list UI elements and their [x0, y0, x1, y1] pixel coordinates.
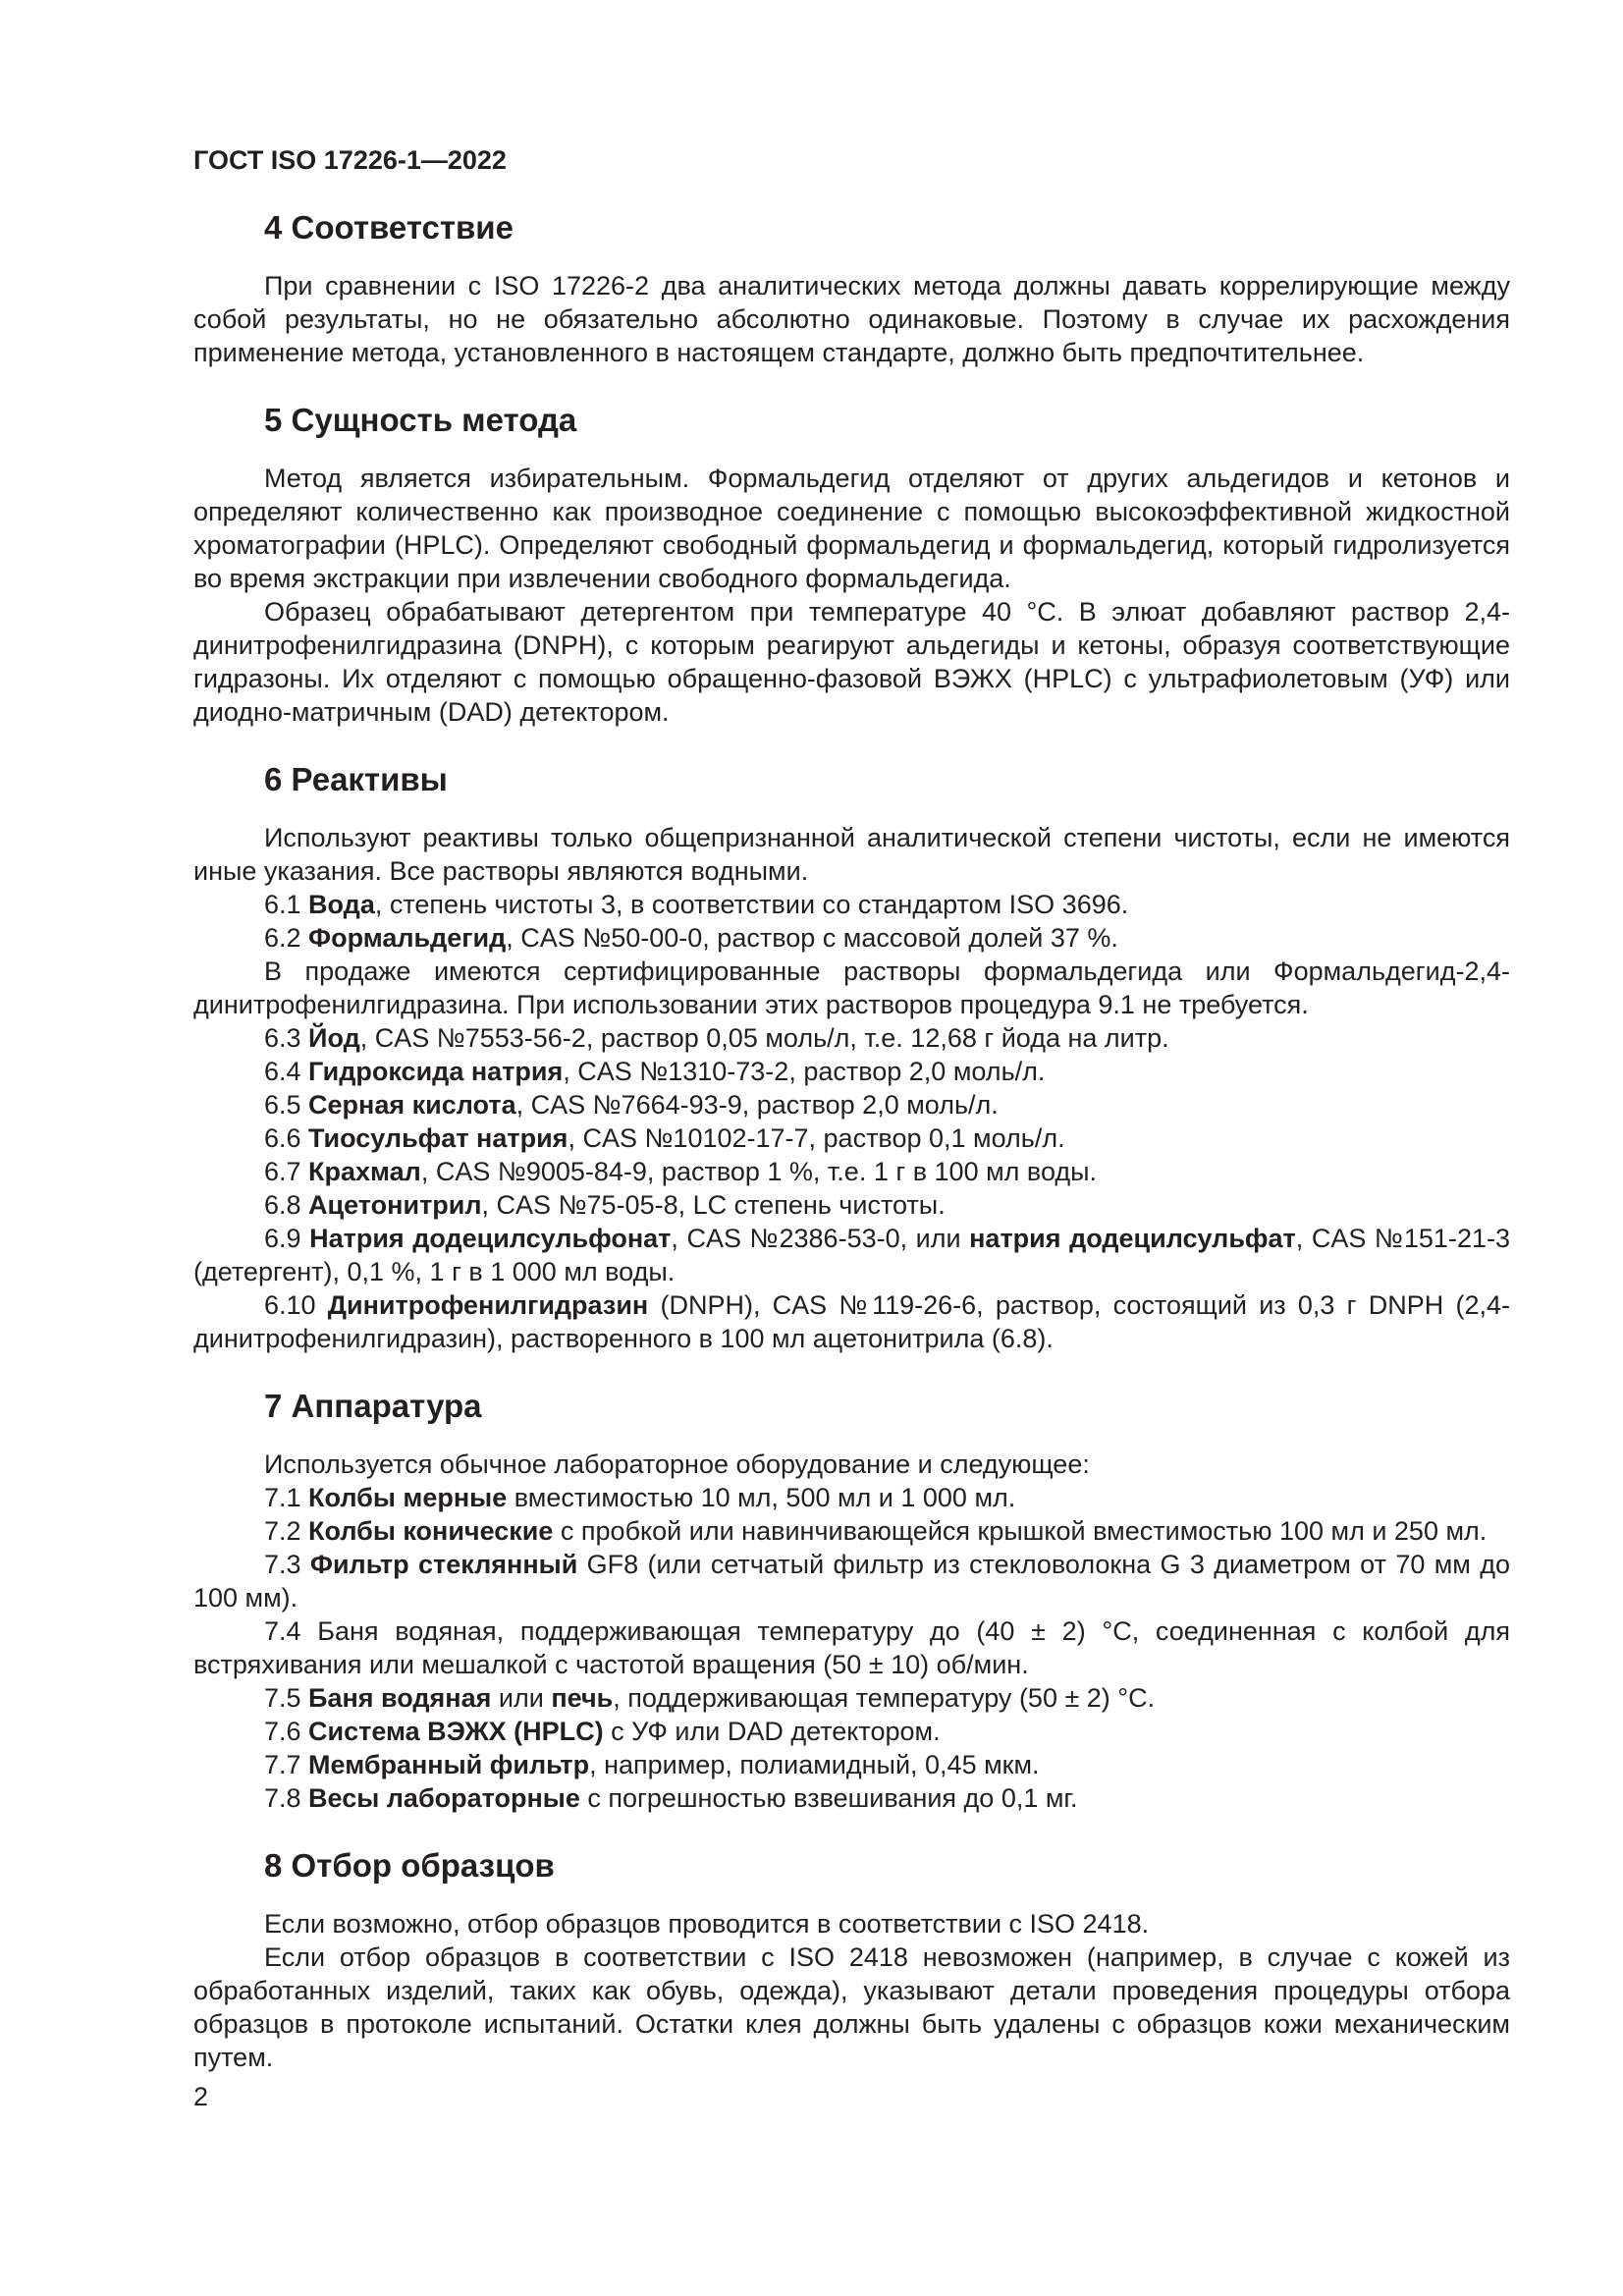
term-name: Фильтр стеклянный — [309, 1550, 578, 1579]
paragraph — [193, 821, 1510, 888]
paragraph-text: с погрешностью взвешивания до 0,1 мг. — [579, 1783, 1078, 1813]
paragraph — [193, 1021, 1510, 1055]
paragraph-text: 6.3 — [264, 1023, 309, 1053]
term-name: Формальдегид — [308, 923, 507, 953]
paragraph-text: 6.7 — [264, 1157, 309, 1186]
paragraph — [193, 1288, 1510, 1355]
term-name: Система ВЭЖХ (HPLC) — [308, 1717, 604, 1746]
section — [193, 1846, 1510, 2074]
paragraph-text: 6.8 — [264, 1190, 309, 1220]
section-heading: 6 Реактивы — [264, 761, 448, 797]
paragraph-text: 6.5 — [264, 1090, 309, 1120]
paragraph — [193, 1941, 1510, 2074]
paragraph-text: 6.9 — [264, 1224, 310, 1253]
paragraph-text: 6.6 — [264, 1123, 309, 1153]
section — [193, 208, 1510, 369]
paragraph-text: Образец обрабатывают детергентом при температуре 40 °С. В элюат добавляют раствор 2,4-динитрофенилгидразина (DNPH), с которым реагируют альдегиды и кетоны, образуя соответствующие гидразоны. Их отделяют с помощью обращенно-фазовой ВЭЖХ (HPLC) с ультрафиолетовым (УФ) или диодно-матричным (DAD) детектором. — [193, 597, 1510, 727]
paragraph-text: Метод является избирательным. Формальдегид отделяют от других альдегидов и кетонов и определяют количественно как производное соединение с помощью высокоэффективной жидкостной хроматографии (HPLC). Определяют свободный формальдегид и формальдегид, который гидролизуется во время экстракции при извлечении свободного формальдегида. — [193, 464, 1510, 593]
term-name: Тиосульфат натрия — [308, 1123, 568, 1153]
paragraph-text: 6.1 — [264, 890, 309, 919]
paragraph — [193, 1121, 1510, 1155]
term-name: натрия додецилсульфат — [969, 1224, 1296, 1253]
paragraph-text: 7.3 — [264, 1550, 310, 1579]
term-name: Серная кислота — [308, 1090, 516, 1120]
paragraph-text: Если возможно, отбор образцов проводится в соответствии с ISO 2418. — [264, 1909, 1150, 1939]
paragraph-text: , CAS №10102-17-7, раствор 0,1 моль/л. — [568, 1123, 1065, 1153]
term-name: Колбы мерные — [308, 1483, 508, 1512]
paragraph-text: , CAS №151-21-3 (детергент), 0,1 %, 1 г в 1 000 мл воды. — [193, 1224, 1510, 1286]
paragraph-text: , CAS №2386-53-0, или — [671, 1224, 970, 1253]
term-name: Весы лабораторные — [308, 1783, 580, 1813]
paragraph-text: 7.5 — [264, 1683, 309, 1713]
paragraph-text: 7.2 — [264, 1516, 309, 1546]
term-name: Мембранный фильтр — [308, 1750, 590, 1779]
paragraph — [193, 1614, 1510, 1681]
paragraph-text: Если отбор образцов в соответствии с ISO 2418 невозможен (например, в случае с кожей из обработанных изделий, таких как обувь, одежда), указывают детали проведения процедуры отбора образцов в протоколе испытаний. Остатки клея должны быть удалены с образцов кожи механическим путем. — [193, 1942, 1510, 2072]
paragraph-text: (DNPH), CAS №119-26-6, раствор, состоящий из 0,3 г DNPH (2,4-динитрофенилгидразин), растворенного в 100 мл ацетонитрила (6.8). — [193, 1290, 1510, 1353]
paragraph — [193, 462, 1510, 595]
term-name: Вода — [308, 890, 375, 919]
section-heading: 8 Отбор образцов — [264, 1847, 555, 1884]
paragraph-text: вместимостью 10 мл, 500 мл и 1 000 мл. — [507, 1483, 1016, 1512]
paragraph — [193, 1548, 1510, 1614]
section-heading: 7 Аппаратура — [264, 1388, 482, 1424]
paragraph-text: 7.4 Баня водяная, поддерживающая температуру до (40 ± 2) °С, соединенная с колбой для встряхивания или мешалкой с частотой вращения (50 ± 10) об/мин. — [193, 1616, 1510, 1679]
paragraph-text: 6.2 — [264, 923, 309, 953]
paragraph — [193, 1055, 1510, 1088]
paragraph — [193, 921, 1510, 955]
paragraph — [193, 1781, 1510, 1815]
paragraph — [193, 1481, 1510, 1514]
term-name: Гидроксида натрия — [308, 1057, 564, 1086]
paragraph — [193, 1715, 1510, 1748]
section — [193, 760, 1510, 1355]
paragraph-text: 6.10 — [264, 1290, 328, 1320]
section — [193, 401, 1510, 729]
paragraph-text: , CAS №7553-56-2, раствор 0,05 моль/л, т.е. 12,68 г йода на литр. — [359, 1023, 1169, 1053]
section-heading: 4 Соответствие — [264, 209, 514, 246]
paragraph — [193, 1155, 1510, 1188]
paragraph-text: Используется обычное лабораторное оборудование и следующее: — [264, 1449, 1090, 1479]
paragraph-text: , CAS №75-05-8, LC степень чистоты. — [481, 1190, 946, 1220]
paragraph-text: , CAS №50-00-0, раствор с массовой долей 37 %. — [506, 923, 1118, 953]
section — [193, 1387, 1510, 1815]
paragraph-text: GF8 (или сетчатый фильтр из стекловолокна G 3 диаметром от 70 мм до 100 мм). — [193, 1550, 1510, 1613]
paragraph-text: В продаже имеются сертифицированные растворы формальдегида или Формальдегид-2,4-динитрофенилгидразина. При использовании этих растворов процедура 9.1 не требуется. — [193, 957, 1510, 1019]
paragraph — [193, 595, 1510, 729]
paragraph-text: При сравнении с ISO 17226-2 два аналитических метода должны давать коррелирующие между собой результаты, но не обязательно абсолютно одинаковые. Поэтому в случае их расхождения применение метода, установленного в настоящем стандарте, должно быть предпочтительнее. — [193, 271, 1510, 367]
paragraph — [193, 1907, 1510, 1941]
term-name: Йод — [308, 1023, 360, 1053]
paragraph-text: , CAS №7664-93-9, раствор 2,0 моль/л. — [515, 1090, 999, 1120]
section-heading: 5 Сущность метода — [264, 402, 577, 438]
paragraph — [193, 269, 1510, 369]
term-name: Динитрофенилгидразин — [327, 1290, 649, 1320]
paragraph-text: , поддерживающая температуру (50 ± 2) °С. — [613, 1683, 1156, 1713]
paragraph-text: 7.1 — [264, 1483, 309, 1512]
term-name: печь — [551, 1683, 614, 1713]
paragraph — [193, 1514, 1510, 1548]
paragraph-text: 7.7 — [264, 1750, 309, 1779]
paragraph-text: 6.4 — [264, 1057, 309, 1086]
paragraph-text: с пробкой или навинчивающейся крышкой вместимостью 100 мл и 250 мл. — [553, 1516, 1488, 1546]
paragraph-text: Используют реактивы только общепризнанной аналитической степени чистоты, если не имеются иные указания. Все растворы являются водными. — [193, 823, 1510, 886]
paragraph — [193, 888, 1510, 921]
paragraph-text: с УФ или DAD детектором. — [603, 1717, 941, 1746]
paragraph — [193, 955, 1510, 1021]
term-name: Крахмал — [308, 1157, 421, 1186]
paragraph-text: 7.6 — [264, 1717, 309, 1746]
paragraph — [193, 1748, 1510, 1781]
paragraph-text: , CAS №1310-73-2, раствор 2,0 моль/л. — [563, 1057, 1046, 1086]
paragraph-text: или — [491, 1683, 552, 1713]
term-name: Ацетонитрил — [308, 1190, 482, 1220]
paragraph — [193, 1681, 1510, 1715]
paragraph-text: 7.8 — [264, 1783, 309, 1813]
term-name: Натрия додецилсульфонат — [309, 1224, 672, 1253]
paragraph-text: , например, полиамидный, 0,45 мкм. — [589, 1750, 1040, 1779]
paragraph — [193, 1088, 1510, 1121]
term-name: Колбы конические — [308, 1516, 554, 1546]
paragraph — [193, 1188, 1510, 1222]
page-number: 2 — [193, 2082, 209, 2111]
document-code-header: ГОСТ ISO 17226-1—2022 — [193, 145, 507, 175]
paragraph — [193, 1448, 1510, 1481]
paragraph — [193, 1222, 1510, 1288]
term-name: Баня водяная — [308, 1683, 492, 1713]
paragraph-text: , CAS №9005-84-9, раствор 1 %, т.е. 1 г в 100 мл воды. — [420, 1157, 1098, 1186]
paragraph-text: , степень чистоты 3, в соответствии со стандартом ISO 3696. — [374, 890, 1129, 919]
document-body — [193, 208, 1510, 2105]
